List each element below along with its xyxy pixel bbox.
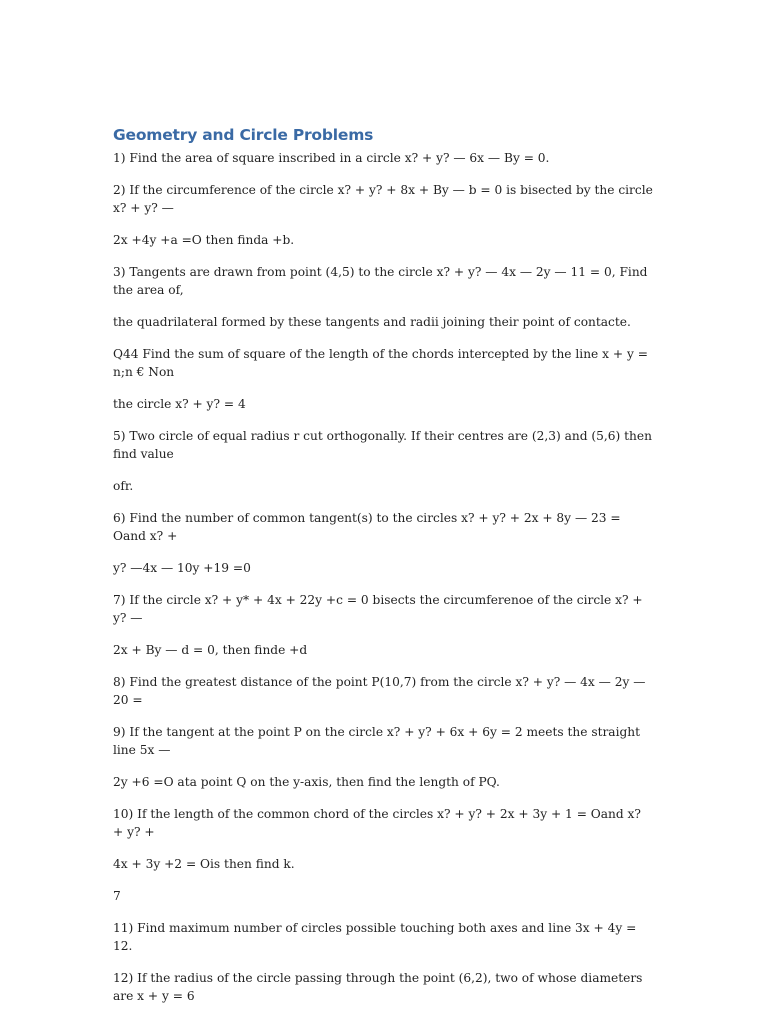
paragraph: 12) If the radius of the circle passing through the point (6,2), two of whose diameters are x + y = 6 bbox=[113, 971, 643, 1003]
paragraph: 7) If the circle x? + y* + 4x + 22y +c = 0 bisects the circumferenoe of the circle x? + y? — bbox=[113, 593, 643, 625]
paragraph: 3) Tangents are drawn from point (4,5) to the circle x? + y? — 4x — 2y — 11 = 0, Find the area of, bbox=[113, 265, 648, 297]
paragraph: 2x +4y +a =O then finda +b. bbox=[113, 233, 295, 247]
document-page bbox=[113, 125, 653, 1019]
paragraph: 9) If the tangent at the point P on the circle x? + y? + 6x + 6y = 2 meets the straight line 5x — bbox=[113, 725, 641, 757]
paragraph: 2x + By — d = 0, then finde +d bbox=[113, 643, 308, 657]
problem-list bbox=[113, 149, 653, 1005]
paragraph: 6) Find the number of common tangent(s) to the circles x? + y? + 2x + 8y — 23 = Oand x? + bbox=[113, 511, 621, 543]
paragraph: ofr. bbox=[113, 479, 134, 493]
paragraph: 5) Two circle of equal radius r cut orthogonally. If their centres are (2,3) and (5,6) then find value bbox=[113, 429, 652, 461]
paragraph: 7 bbox=[113, 889, 121, 903]
paragraph: the circle x? + y? = 4 bbox=[113, 397, 246, 411]
paragraph: 2) If the circumference of the circle x? + y? + 8x + By — b = 0 is bisected by the circle x? + y? — bbox=[113, 183, 653, 215]
paragraph: 1) Find the area of square inscribed in a circle x? + y? — 6x — By = 0. bbox=[113, 151, 550, 165]
paragraph: 8) Find the greatest distance of the point P(10,7) from the circle x? + y? — 4x — 2y — 20 = bbox=[113, 675, 646, 707]
paragraph: Q44 Find the sum of square of the length of the chords intercepted by the line x + y = n;n € Non bbox=[113, 347, 648, 379]
paragraph: 10) If the length of the common chord of the circles x? + y? + 2x + 3y + 1 = Oand x? + y? + bbox=[113, 807, 641, 839]
document-title: Geometry and Circle Problems bbox=[113, 126, 374, 144]
paragraph: 4x + 3y +2 = Ois then find k. bbox=[113, 857, 295, 871]
paragraph: 2y +6 =O ata point Q on the y-axis, then find the length of PQ. bbox=[113, 775, 500, 789]
paragraph: y? —4x — 10y +19 =0 bbox=[113, 561, 251, 575]
paragraph: 11) Find maximum number of circles possible touching both axes and line 3x + 4y = 12. bbox=[113, 921, 637, 953]
paragraph: the quadrilateral formed by these tangents and radii joining their point of contacte. bbox=[113, 315, 631, 329]
